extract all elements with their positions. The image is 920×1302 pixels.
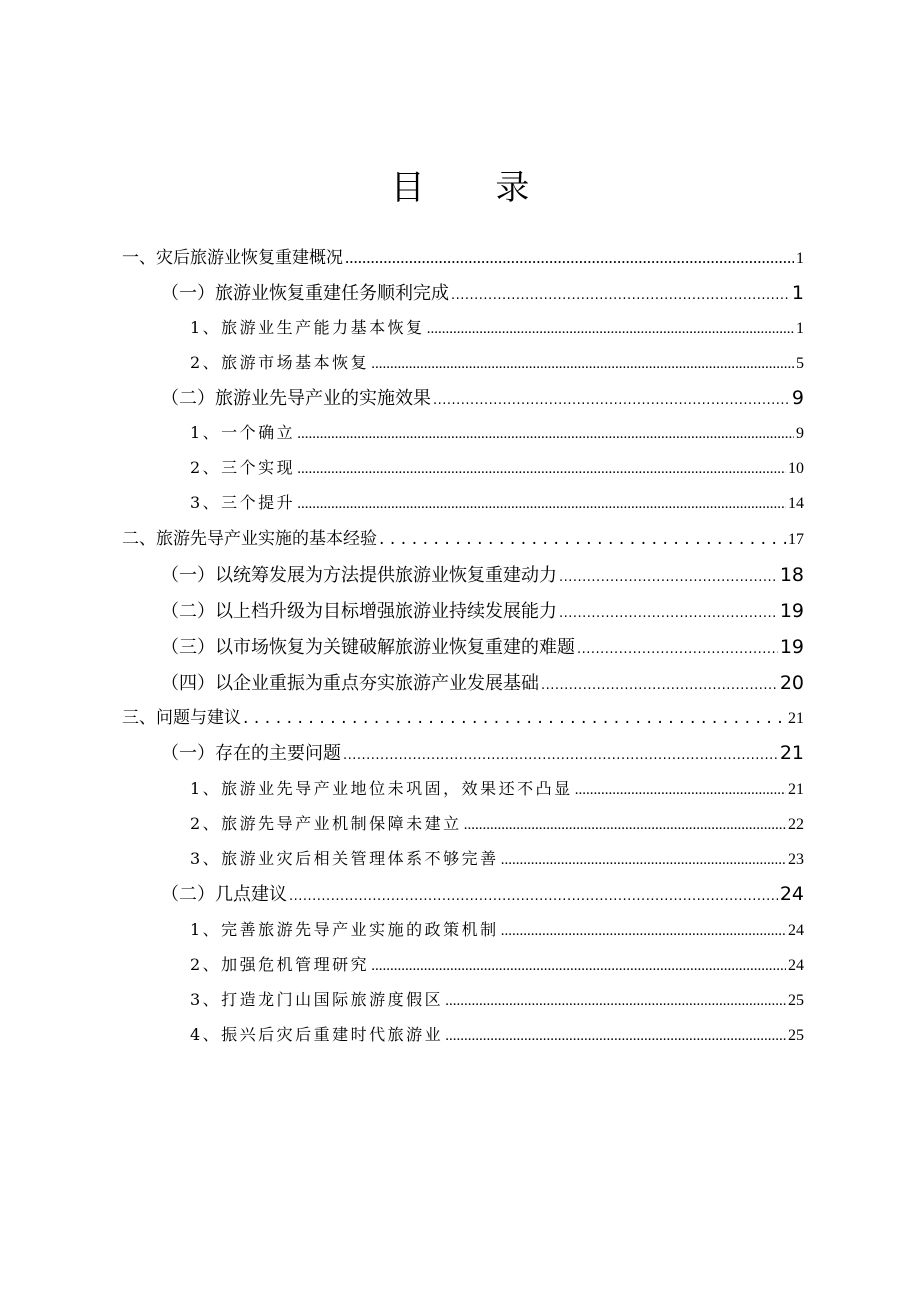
toc-entry-chapter-2[interactable] bbox=[122, 521, 804, 557]
toc-entry-page: 21 bbox=[788, 710, 804, 727]
toc-entry-item-1-2-3[interactable] bbox=[190, 485, 804, 521]
toc-entry-page: 21 bbox=[788, 781, 804, 798]
toc-leader-dots bbox=[445, 983, 786, 1019]
toc-entry-item-3-1-3[interactable] bbox=[190, 841, 804, 877]
toc-entry-item-3-1-2[interactable] bbox=[190, 806, 804, 842]
toc-entry-page: 19 bbox=[779, 636, 804, 658]
toc-entry-item-1-2-1[interactable] bbox=[190, 415, 804, 451]
toc-entry-label: 1、旅游业先导产业地位未巩固，效果还不凸显 bbox=[190, 779, 573, 798]
toc-entry-page: 9 bbox=[791, 387, 804, 409]
toc-entry-section-2-1[interactable] bbox=[161, 557, 804, 593]
toc-entry-item-3-1-1[interactable] bbox=[190, 771, 804, 807]
toc-entry-item-1-1-2[interactable] bbox=[190, 345, 804, 381]
toc-entry-page: 5 bbox=[796, 355, 804, 372]
toc-leader-dots bbox=[289, 879, 778, 915]
toc-entry-page: 23 bbox=[788, 851, 804, 868]
toc-entry-label: （四）以企业重振为重点夯实旅游产业发展基础 bbox=[161, 673, 539, 694]
toc-entry-page: 21 bbox=[779, 742, 804, 764]
toc-entry-label: （二）几点建议 bbox=[161, 884, 287, 905]
toc-entry-page: 24 bbox=[788, 957, 804, 974]
toc-entry-label: 4、振兴后灾后重建时代旅游业 bbox=[190, 1025, 444, 1044]
toc-entry-section-1-1[interactable] bbox=[161, 275, 804, 311]
toc-entry-label: （三）以市场恢复为关键破解旅游业恢复重建的难题 bbox=[161, 637, 575, 658]
page-title: 目 录 bbox=[390, 168, 560, 208]
toc-entry-label: 1、旅游业生产能力基本恢复 bbox=[190, 318, 425, 337]
toc-entry-label: 2、旅游先导产业机制保障未建立 bbox=[190, 814, 462, 833]
toc-entry-page: 25 bbox=[788, 992, 804, 1009]
toc-entry-page: 18 bbox=[779, 564, 804, 586]
toc-leader-dots bbox=[559, 596, 778, 632]
toc-entry-label: 1、一个确立 bbox=[190, 423, 296, 442]
toc-leader-dots bbox=[297, 416, 794, 452]
toc-leader-dots bbox=[501, 842, 786, 878]
toc-leader-dots bbox=[575, 772, 786, 808]
toc-entry-label: 三、问题与建议 bbox=[122, 708, 241, 728]
toc-leader-dots bbox=[577, 632, 778, 668]
toc-entry-page: 1 bbox=[796, 320, 804, 337]
toc-leader-dots bbox=[243, 700, 786, 736]
toc-leader-dots bbox=[445, 1018, 786, 1054]
toc-entry-label: 一、灾后旅游业恢复重建概况 bbox=[122, 248, 343, 268]
toc-leader-dots bbox=[501, 913, 786, 949]
toc-leader-dots bbox=[297, 486, 786, 522]
toc-entry-label: 3、打造龙门山国际旅游度假区 bbox=[190, 990, 444, 1009]
toc-entry-page: 24 bbox=[779, 883, 804, 905]
toc-entry-label: 3、三个提升 bbox=[190, 493, 296, 512]
toc-entry-item-3-2-3[interactable] bbox=[190, 982, 804, 1018]
toc-entry-page: 24 bbox=[788, 922, 804, 939]
toc-leader-dots bbox=[379, 521, 786, 557]
toc-entry-chapter-3[interactable] bbox=[122, 700, 804, 736]
toc-entry-item-3-2-1[interactable] bbox=[190, 912, 804, 948]
toc-entry-item-1-2-2[interactable] bbox=[190, 450, 804, 486]
toc-entry-page: 20 bbox=[779, 672, 804, 694]
toc-leader-dots bbox=[451, 278, 790, 314]
toc-entry-label: （一）旅游业恢复重建任务顺利完成 bbox=[161, 283, 449, 304]
toc-leader-dots bbox=[559, 560, 778, 596]
toc-leader-dots bbox=[343, 738, 778, 774]
table-of-contents bbox=[0, 238, 920, 1058]
toc-entry-page: 17 bbox=[788, 531, 804, 548]
toc-entry-page: 14 bbox=[788, 495, 804, 512]
toc-entry-section-3-1[interactable] bbox=[161, 735, 804, 771]
toc-leader-dots bbox=[297, 451, 786, 487]
toc-entry-item-1-1-1[interactable] bbox=[190, 310, 804, 346]
toc-entry-section-3-2[interactable] bbox=[161, 876, 804, 912]
toc-entry-section-2-2[interactable] bbox=[161, 593, 804, 629]
toc-leader-dots bbox=[371, 948, 786, 984]
toc-entry-label: （二）旅游业先导产业的实施效果 bbox=[161, 388, 431, 409]
toc-entry-item-3-2-2[interactable] bbox=[190, 947, 804, 983]
toc-entry-item-3-2-4[interactable] bbox=[190, 1017, 804, 1053]
toc-entry-label: 2、旅游市场基本恢复 bbox=[190, 353, 370, 372]
toc-leader-dots bbox=[433, 383, 790, 419]
toc-entry-page: 22 bbox=[788, 816, 804, 833]
toc-entry-section-2-3[interactable] bbox=[161, 629, 804, 665]
toc-leader-dots bbox=[541, 668, 778, 704]
toc-entry-page: 1 bbox=[796, 250, 804, 267]
toc-entry-page: 10 bbox=[788, 460, 804, 477]
toc-entry-label: （一）存在的主要问题 bbox=[161, 743, 341, 764]
toc-entry-label: （二）以上档升级为目标增强旅游业持续发展能力 bbox=[161, 601, 557, 622]
toc-entry-label: 1、完善旅游先导产业实施的政策机制 bbox=[190, 920, 499, 939]
toc-leader-dots bbox=[464, 807, 786, 843]
toc-entry-page: 9 bbox=[796, 425, 804, 442]
toc-leader-dots bbox=[345, 240, 794, 276]
toc-leader-dots bbox=[427, 311, 794, 347]
toc-entry-label: （一）以统筹发展为方法提供旅游业恢复重建动力 bbox=[161, 565, 557, 586]
toc-entry-label: 2、加强危机管理研究 bbox=[190, 955, 370, 974]
toc-entry-chapter-1[interactable] bbox=[122, 240, 804, 276]
toc-entry-label: 2、三个实现 bbox=[190, 458, 296, 477]
toc-entry-label: 3、旅游业灾后相关管理体系不够完善 bbox=[190, 849, 499, 868]
toc-entry-page: 1 bbox=[791, 282, 804, 304]
toc-entry-section-2-4[interactable] bbox=[161, 665, 804, 701]
toc-entry-section-1-2[interactable] bbox=[161, 380, 804, 416]
toc-entry-page: 19 bbox=[779, 600, 804, 622]
toc-leader-dots bbox=[371, 346, 794, 382]
toc-entry-page: 25 bbox=[788, 1027, 804, 1044]
toc-entry-label: 二、旅游先导产业实施的基本经验 bbox=[122, 529, 377, 549]
